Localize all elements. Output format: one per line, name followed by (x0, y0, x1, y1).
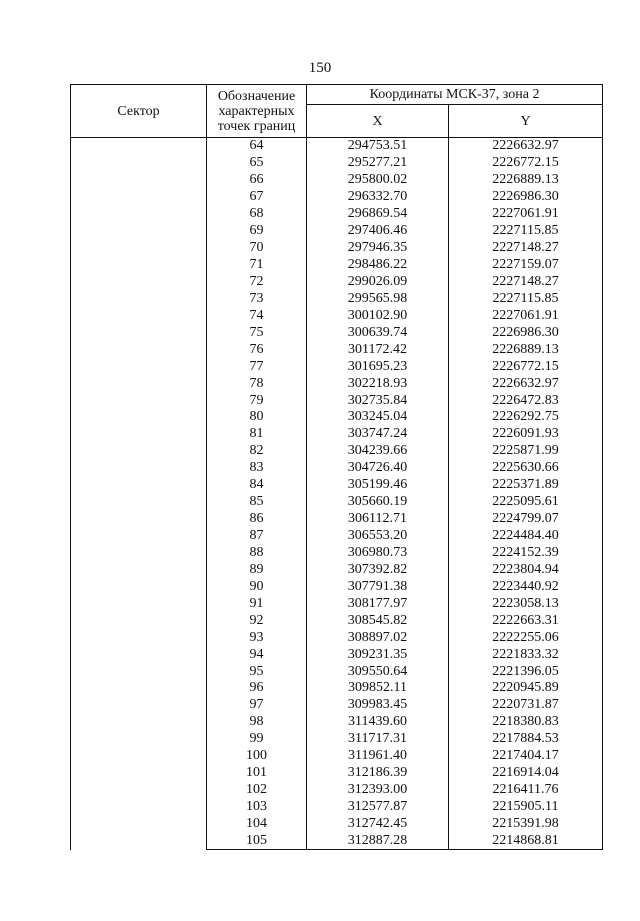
cell-y: 2226091.93 (449, 426, 603, 443)
table-body (71, 138, 603, 850)
cell-x: 312887.28 (307, 832, 449, 849)
cell-point: 94 (207, 646, 307, 663)
cell-y: 2223058.13 (449, 595, 603, 612)
cell-y: 2215391.98 (449, 816, 603, 833)
cell-y: 2227148.27 (449, 240, 603, 257)
cell-point: 96 (207, 680, 307, 697)
cell-y: 2214868.81 (449, 832, 603, 849)
cell-x: 304239.66 (307, 443, 449, 460)
cell-x: 296869.54 (307, 206, 449, 223)
header-point-line: характерных (218, 103, 295, 119)
cell-x: 303245.04 (307, 409, 449, 426)
cell-point: 76 (207, 341, 307, 358)
table-row (71, 138, 603, 155)
cell-point: 99 (207, 731, 307, 748)
cell-point: 82 (207, 443, 307, 460)
cell-y: 2221396.05 (449, 663, 603, 680)
cell-y: 2221833.32 (449, 646, 603, 663)
cell-x: 311961.40 (307, 748, 449, 765)
cell-y: 2227159.07 (449, 257, 603, 274)
cell-y: 2225095.61 (449, 494, 603, 511)
cell-point: 93 (207, 629, 307, 646)
cell-point: 102 (207, 782, 307, 799)
cell-point: 104 (207, 816, 307, 833)
cell-point: 101 (207, 765, 307, 782)
cell-y: 2227148.27 (449, 274, 603, 291)
cell-y: 2224799.07 (449, 511, 603, 528)
cell-point: 68 (207, 206, 307, 223)
cell-point: 88 (207, 545, 307, 562)
cell-point: 91 (207, 595, 307, 612)
cell-x: 312393.00 (307, 782, 449, 799)
cell-x: 309550.64 (307, 663, 449, 680)
cell-y: 2216411.76 (449, 782, 603, 799)
cell-x: 299026.09 (307, 274, 449, 291)
cell-y: 2226632.97 (449, 138, 603, 155)
cell-point: 73 (207, 290, 307, 307)
cell-point: 67 (207, 189, 307, 206)
cell-point: 103 (207, 799, 307, 816)
cell-y: 2217884.53 (449, 731, 603, 748)
cell-y: 2223804.94 (449, 561, 603, 578)
cell-point: 86 (207, 511, 307, 528)
cell-x: 307392.82 (307, 561, 449, 578)
cell-point: 79 (207, 392, 307, 409)
cell-x: 312742.45 (307, 816, 449, 833)
cell-point: 90 (207, 578, 307, 595)
cell-y: 2225630.66 (449, 460, 603, 477)
cell-point: 69 (207, 223, 307, 240)
cell-point: 81 (207, 426, 307, 443)
cell-x: 309852.11 (307, 680, 449, 697)
header-point-line: Обозначение (217, 88, 296, 104)
cell-x: 300639.74 (307, 324, 449, 341)
cell-point: 87 (207, 528, 307, 545)
cell-y: 2225871.99 (449, 443, 603, 460)
cell-y: 2226889.13 (449, 341, 603, 358)
cell-point: 95 (207, 663, 307, 680)
cell-x: 297946.35 (307, 240, 449, 257)
cell-y: 2224152.39 (449, 545, 603, 562)
cell-x: 296332.70 (307, 189, 449, 206)
cell-point: 83 (207, 460, 307, 477)
cell-y: 2220731.87 (449, 697, 603, 714)
cell-x: 311717.31 (307, 731, 449, 748)
cell-y: 2227115.85 (449, 223, 603, 240)
cell-y: 2226986.30 (449, 324, 603, 341)
cell-x: 308545.82 (307, 612, 449, 629)
cell-x: 302735.84 (307, 392, 449, 409)
cell-point: 64 (207, 138, 307, 155)
cell-y: 2218380.83 (449, 714, 603, 731)
cell-x: 297406.46 (307, 223, 449, 240)
cell-x: 309231.35 (307, 646, 449, 663)
cell-x: 295800.02 (307, 172, 449, 189)
cell-y: 2220945.89 (449, 680, 603, 697)
cell-y: 2223440.92 (449, 578, 603, 595)
cell-point: 65 (207, 155, 307, 172)
cell-x: 306980.73 (307, 545, 449, 562)
cell-point: 72 (207, 274, 307, 291)
cell-y: 2217404.17 (449, 748, 603, 765)
cell-point: 80 (207, 409, 307, 426)
cell-point: 89 (207, 561, 307, 578)
cell-x: 307791.38 (307, 578, 449, 595)
cell-x: 311439.60 (307, 714, 449, 731)
cell-x: 308177.97 (307, 595, 449, 612)
cell-x: 295277.21 (307, 155, 449, 172)
cell-point: 100 (207, 748, 307, 765)
cell-x: 302218.93 (307, 375, 449, 392)
cell-x: 308897.02 (307, 629, 449, 646)
cell-x: 305660.19 (307, 494, 449, 511)
cell-x: 304726.40 (307, 460, 449, 477)
cell-x: 306553.20 (307, 528, 449, 545)
cell-x: 305199.46 (307, 477, 449, 494)
cell-y: 2224484.40 (449, 528, 603, 545)
cell-x: 298486.22 (307, 257, 449, 274)
cell-point: 105 (207, 832, 307, 849)
cell-x: 303747.24 (307, 426, 449, 443)
cell-point: 77 (207, 358, 307, 375)
cell-y: 2226472.83 (449, 392, 603, 409)
header-x: X (307, 105, 449, 138)
cell-x: 301695.23 (307, 358, 449, 375)
cell-point: 98 (207, 714, 307, 731)
cell-point: 75 (207, 324, 307, 341)
table-header (71, 85, 603, 138)
cell-y: 2215905.11 (449, 799, 603, 816)
page-number: 150 (308, 60, 332, 76)
cell-y: 2226772.15 (449, 155, 603, 172)
cell-y: 2227061.91 (449, 206, 603, 223)
cell-point: 97 (207, 697, 307, 714)
cell-point: 71 (207, 257, 307, 274)
cell-point: 78 (207, 375, 307, 392)
cell-point: 66 (207, 172, 307, 189)
header-point-line: точек границ (217, 118, 296, 134)
cell-y: 2222663.31 (449, 612, 603, 629)
cell-point: 74 (207, 307, 307, 324)
cell-y: 2226292.75 (449, 409, 603, 426)
cell-x: 306112.71 (307, 511, 449, 528)
cell-point: 84 (207, 477, 307, 494)
cell-x: 301172.42 (307, 341, 449, 358)
sector-cell (71, 138, 207, 850)
cell-y: 2222255.06 (449, 629, 603, 646)
header-coords-group: Координаты МСК-37, зона 2 (307, 85, 603, 105)
cell-point: 70 (207, 240, 307, 257)
header-sector: Сектор (71, 85, 207, 138)
cell-point: 92 (207, 612, 307, 629)
cell-y: 2216914.04 (449, 765, 603, 782)
coordinates-table (70, 84, 603, 850)
cell-y: 2227061.91 (449, 307, 603, 324)
cell-point: 85 (207, 494, 307, 511)
cell-y: 2226986.30 (449, 189, 603, 206)
header-point-label (207, 85, 307, 138)
cell-y: 2227115.85 (449, 290, 603, 307)
cell-x: 294753.51 (307, 138, 449, 155)
header-y: Y (449, 105, 603, 138)
cell-x: 312577.87 (307, 799, 449, 816)
cell-y: 2226889.13 (449, 172, 603, 189)
cell-x: 299565.98 (307, 290, 449, 307)
cell-x: 312186.39 (307, 765, 449, 782)
cell-y: 2226772.15 (449, 358, 603, 375)
cell-y: 2226632.97 (449, 375, 603, 392)
cell-y: 2225371.89 (449, 477, 603, 494)
cell-x: 300102.90 (307, 307, 449, 324)
cell-x: 309983.45 (307, 697, 449, 714)
